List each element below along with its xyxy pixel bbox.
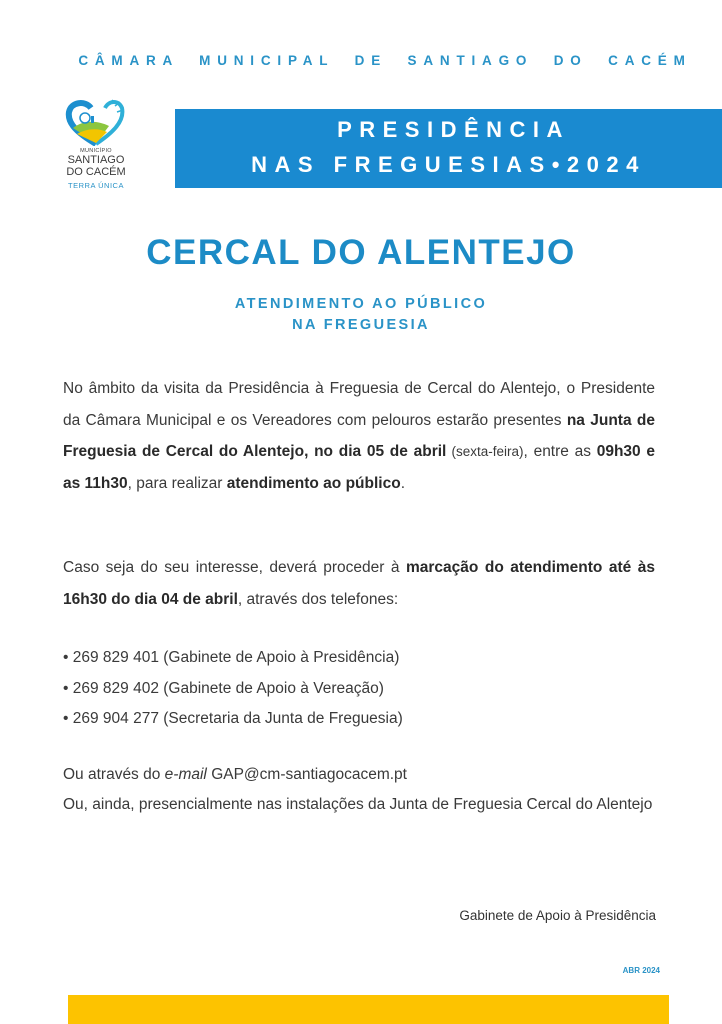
paragraph-visit-info (63, 373, 655, 499)
signature: Gabinete de Apoio à Presidência (459, 908, 656, 923)
phone-list-item (63, 674, 655, 705)
email-line (63, 760, 655, 790)
p1-service: atendimento ao público (226, 474, 401, 492)
email-address[interactable]: GAP@cm-santiagocacem.pt (211, 766, 407, 783)
subtitle-line1: ATENDIMENTO AO PÚBLICO (234, 296, 488, 312)
phone-label: (Gabinete de Apoio à Presidência) (163, 649, 400, 666)
phone-number[interactable]: 269 829 401 (72, 649, 159, 666)
logo-tagline: TERRA ÚNICA (68, 181, 124, 190)
phone-list (63, 643, 655, 735)
organization-header: CÂMARA MUNICIPAL DE SANTIAGO DO CACÉM (78, 53, 692, 68)
p2-deadline: marcação do atendimento até às 16h30 do dia 04 de abril (63, 559, 655, 608)
bullet-icon: • (63, 649, 69, 666)
in-person-line: Ou, ainda, presencialmente nas instalações da Junta de Freguesia Cercal do Alentejo (63, 796, 653, 813)
phone-number[interactable]: 269 904 277 (72, 710, 159, 727)
phone-label: (Secretaria da Junta de Freguesia) (163, 710, 403, 727)
subtitle-line2: NA FREGUESIA (292, 317, 430, 333)
banner-line2: NAS FREGUESIAS•2024 (251, 152, 646, 177)
bullet-icon: • (63, 679, 69, 697)
contact-info (63, 760, 655, 820)
p2-text1: Caso seja do seu interesse, deverá proceder à (63, 559, 406, 576)
paragraph-booking-info (63, 552, 655, 615)
p2-text2: , através dos telefones: (237, 590, 399, 608)
page-subtitle (0, 294, 722, 336)
phone-label: (Gabinete de Apoio à Vereação) (163, 679, 384, 697)
footer-bar (68, 995, 669, 1024)
page-title: CERCAL DO ALENTEJO (146, 233, 576, 272)
p1-text1: No âmbito da visita da Presidência à Freguesia de Cercal do Alentejo, o Presidente da Câmara Municipal e os Vereadores com pelouros estarão presentes (63, 380, 655, 429)
date-tag: ABR 2024 (622, 966, 660, 975)
phone-list-item (63, 643, 655, 674)
p1-text2: , entre as (523, 443, 597, 460)
phone-list-item (63, 704, 655, 735)
bullet-icon: • (63, 710, 69, 727)
heart-landscape-logo-icon (65, 98, 127, 146)
p1-text3: , para realizar (127, 474, 227, 492)
title-banner (175, 109, 722, 188)
logo-municipio-text: MUNICÍPIO (80, 148, 112, 154)
logo-name-line1: SANTIAGO (67, 154, 125, 166)
logo-name-line2: DO CACÉM (66, 166, 126, 178)
p1-location-date: na Junta de Freguesia de Cercal do Alentejo, no dia 05 de abril (63, 411, 655, 460)
p1-text4: . (400, 474, 405, 492)
banner-line1: PRESIDÊNCIA (337, 117, 570, 142)
email-prefix: Ou através do (63, 766, 165, 783)
p1-time-range: 09h30 e as 11h30 (63, 443, 655, 492)
municipality-logo (56, 98, 136, 198)
email-label: e-mail (164, 766, 207, 783)
p1-weekday: (sexta-feira) (446, 444, 524, 459)
phone-number[interactable]: 269 829 402 (72, 679, 159, 697)
